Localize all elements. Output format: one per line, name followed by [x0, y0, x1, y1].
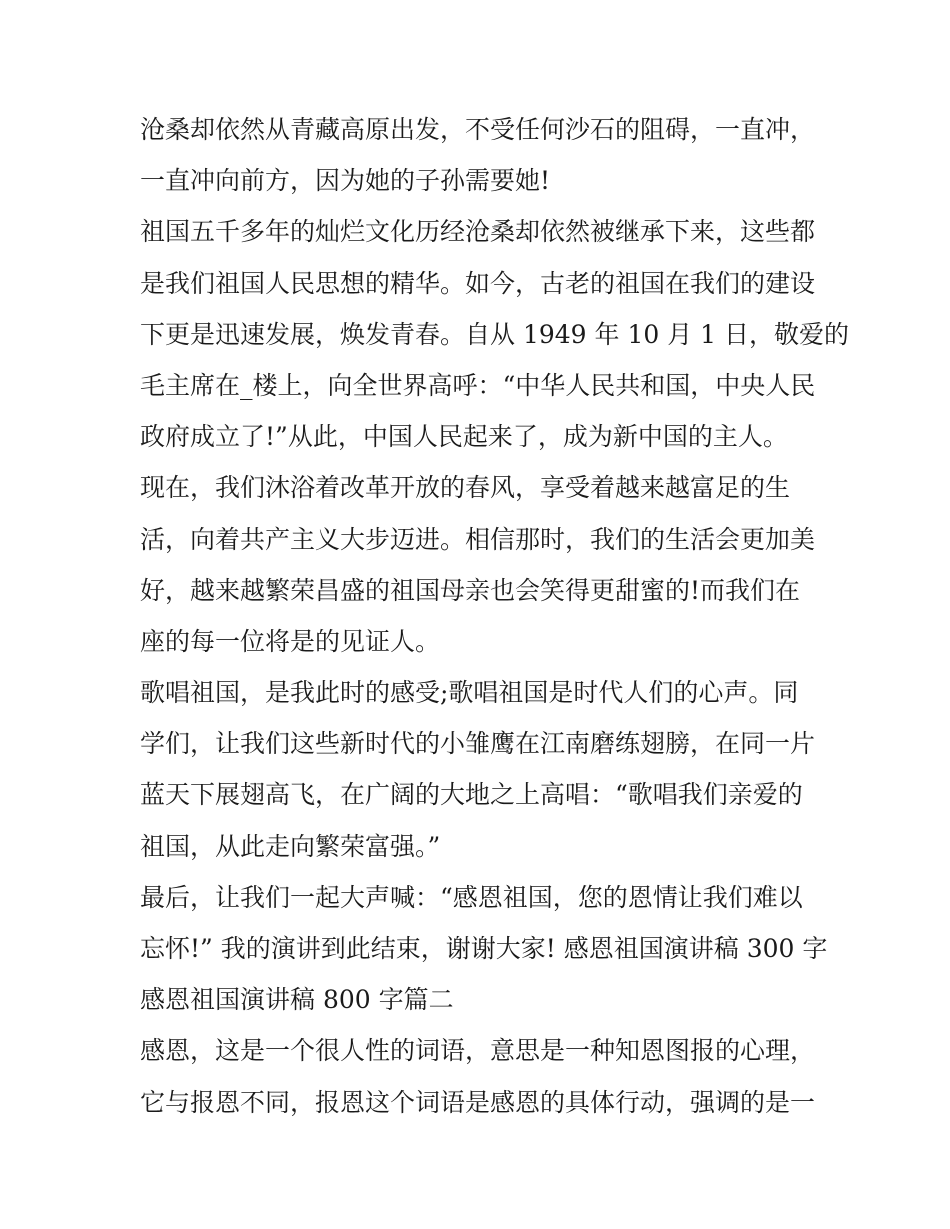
text-line: 忘怀!” 我的演讲到此结束，谢谢大家! 感恩祖国演讲稿 300 字 [140, 934, 828, 963]
text-line: 感恩祖国演讲稿 800 字篇二 [140, 985, 454, 1015]
document-body [140, 104, 850, 1128]
text-line: 它与报恩不同，报恩这个词语是感恩的具体行动，强调的是一 [140, 1087, 816, 1117]
text-line: 下更是迅速发展，焕发青春。自从 1949 年 10 月 1 日，敬爱的 [140, 319, 850, 349]
text-line: 蓝天下展翅高飞，在广阔的大地之上高唱：“歌唱我们亲爱的 [140, 780, 803, 810]
text-line: 毛主席在_楼上，向全世界高呼：“中华人民共和国，中央人民 [140, 370, 816, 400]
text-line: 好，越来越繁荣昌盛的祖国母亲也会笑得更甜蜜的!而我们在 [140, 575, 801, 605]
text-line: 沧桑却依然从青藏高原出发，不受任何沙石的阻碍，一直冲， [140, 115, 816, 144]
text-line: 歌唱祖国，是我此时的感受;歌唱祖国是时代人们的心声。同 [140, 678, 799, 708]
text-line: 现在，我们沐浴着改革开放的春风，享受着越来越富足的生 [140, 473, 791, 503]
text-line: 活，向着共产主义大步迈进。相信那时，我们的生活会更加美 [140, 524, 816, 554]
text-line: 学们，让我们这些新时代的小雏鹰在江南磨练翅膀，在同一片 [140, 729, 816, 759]
text-line: 祖国五千多年的灿烂文化历经沧桑却依然被继承下来，这些都 [140, 217, 816, 247]
text-line: 政府成立了!”从此，中国人民起来了，成为新中国的主人。 [140, 422, 788, 452]
text-line: 是我们祖国人民思想的精华。如今，古老的祖国在我们的建设 [140, 268, 816, 298]
text-line: 祖国，从此走向繁荣富强。” [140, 831, 441, 861]
text-line: 感恩，这是一个很人性的词语，意思是一种知恩图报的心理， [140, 1036, 816, 1066]
text-line: 一直冲向前方，因为她的子孙需要她! [140, 166, 551, 196]
text-line: 座的每一位将是的见证人。 [140, 626, 441, 656]
text-line: 最后，让我们一起大声喊：“感恩祖国，您的恩情让我们难以 [140, 882, 803, 912]
